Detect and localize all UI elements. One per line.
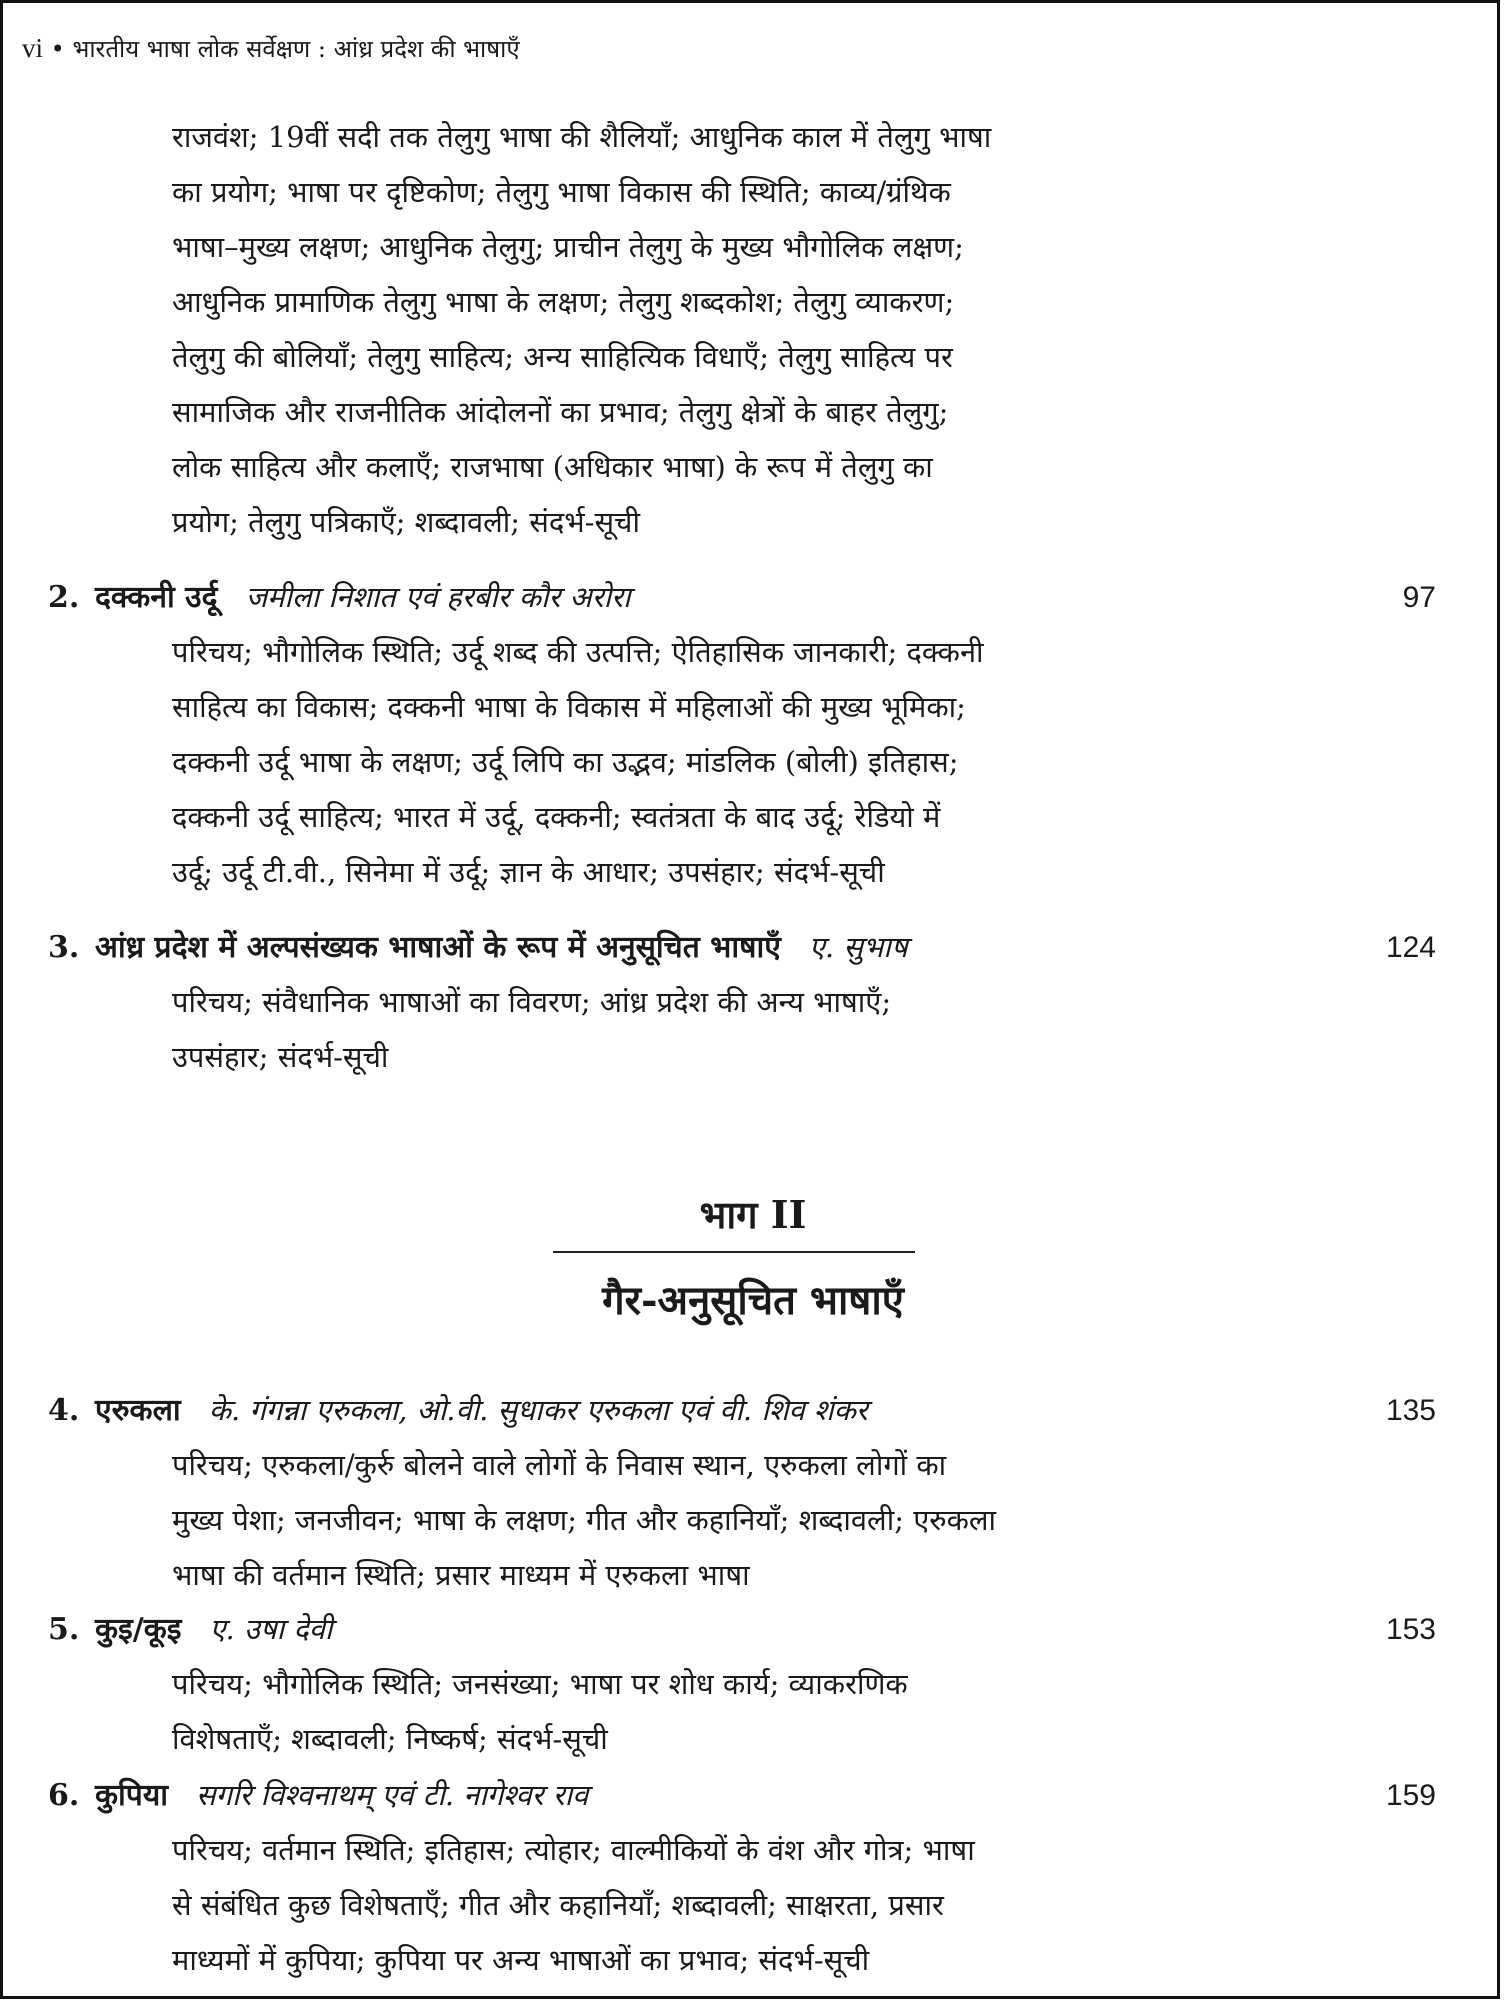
toc-entry-4 xyxy=(0,1383,1506,1603)
description-line: परिचय; भौगोलिक स्थिति; उर्दू शब्द की उत्पत्ति; ऐतिहासिक जानकारी; दक्कनी xyxy=(172,635,984,669)
description-line: भाषा–मुख्य लक्षण; आधुनिक तेलुगु; प्राचीन तेलुगु के मुख्य भौगोलिक लक्षण; xyxy=(172,230,964,264)
entry-heading xyxy=(0,570,1506,625)
entry-title-text: दक्कनी उर्दू xyxy=(95,580,218,615)
description-line: प्रयोग; तेलुगु पत्रिकाएँ; शब्दावली; संदर्भ-सूची xyxy=(172,505,640,539)
description-line: विशेषताएँ; शब्दावली; निष्कर्ष; संदर्भ-सूची xyxy=(172,1722,608,1756)
entry-number: 3. xyxy=(48,930,80,965)
page-number: vi xyxy=(22,33,44,63)
entry-heading xyxy=(0,1768,1506,1823)
entry-author: सगरि विश्वनाथम् एवं टी. नागेश्वर राव xyxy=(196,1778,589,1812)
entry-title xyxy=(95,1602,332,1657)
header-title: भारतीय भाषा लोक सर्वेक्षण : आंध्र प्रदेश की भाषाएँ xyxy=(72,35,520,63)
entry-page-number: 97 xyxy=(1402,581,1436,614)
entry-author: के. गंगन्ना एरुकला, ओ.वी. सुधाकर एरुकला एवं वी. शिव शंकर xyxy=(208,1393,868,1427)
entry-number: 4. xyxy=(48,1393,80,1428)
description-line: परिचय; संवैधानिक भाषाओं का विवरण; आंध्र प्रदेश की अन्य भाषाएँ; xyxy=(172,985,892,1019)
entry-author: ए. उषा देवी xyxy=(209,1612,333,1646)
description-line: परिचय; एरुकला/कुर्रु बोलने वाले लोगों के निवास स्थान, एरुकला लोगों का xyxy=(172,1448,947,1482)
entry-page-number: 159 xyxy=(1385,1779,1436,1812)
entry-page-number: 124 xyxy=(1385,931,1436,964)
part-label: भाग II xyxy=(699,1192,807,1237)
description-line: परिचय; भौगोलिक स्थिति; जनसंख्या; भाषा पर शोध कार्य; व्याकरणिक xyxy=(172,1667,908,1701)
description-line: उर्दू; उर्दू टी.वी., सिनेमा में उर्दू; ज्ञान के आधार; उपसंहार; संदर्भ-सूची xyxy=(172,855,885,889)
toc-entry-5 xyxy=(0,1602,1506,1767)
entry-description xyxy=(172,975,1142,1085)
entry-description xyxy=(172,1438,1142,1603)
header-bullet: • xyxy=(50,35,65,63)
description-line: सामाजिक और राजनीतिक आंदोलनों का प्रभाव; तेलुगु क्षेत्रों के बाहर तेलुगु; xyxy=(172,395,949,429)
description-line: राजवंश; 19वीं सदी तक तेलुगु भाषा की शैलियाँ; आधुनिक काल में तेलुगु भाषा xyxy=(172,120,992,154)
part-title: गैर-अनुसूचित भाषाएँ xyxy=(602,1277,904,1324)
entry-description xyxy=(172,110,1142,550)
entry-number: 2. xyxy=(48,580,80,615)
description-line: माध्यमों में कुपिया; कुपिया पर अन्य भाषाओं का प्रभाव; संदर्भ-सूची xyxy=(172,1943,870,1977)
running-header xyxy=(22,28,520,69)
entry-number: 6. xyxy=(48,1778,80,1813)
description-line: परिचय; वर्तमान स्थिति; इतिहास; त्योहार; वाल्मीकियों के वंश और गोत्र; भाषा xyxy=(172,1833,975,1867)
description-line: उपसंहार; संदर्भ-सूची xyxy=(172,1040,389,1074)
entry-heading xyxy=(0,1383,1506,1438)
entry-page-number: 153 xyxy=(1385,1613,1436,1646)
entry-author: ए. सुभाष xyxy=(808,930,908,964)
entry-title-text: आंध्र प्रदेश में अल्पसंख्यक भाषाओं के रूप में अनुसूचित भाषाएँ xyxy=(95,930,781,965)
entry-number: 5. xyxy=(48,1612,80,1647)
entry-title-text: एरुकला xyxy=(95,1393,181,1428)
toc-entry-2 xyxy=(0,570,1506,900)
description-line: साहित्य का विकास; दक्कनी भाषा के विकास में महिलाओं की मुख्य भूमिका; xyxy=(172,690,966,724)
description-line: दक्कनी उर्दू भाषा के लक्षण; उर्दू लिपि का उद्भव; मांडलिक (बोली) इतिहास; xyxy=(172,745,959,779)
entry-title xyxy=(95,920,908,975)
description-line: आधुनिक प्रामाणिक तेलुगु भाषा के लक्षण; तेलुगु शब्दकोश; तेलुगु व्याकरण; xyxy=(172,285,955,319)
toc-entry-6 xyxy=(0,1768,1506,1988)
toc-entry-3 xyxy=(0,920,1506,1085)
part-divider xyxy=(553,1251,915,1253)
entry-description xyxy=(172,1657,1142,1767)
entry-title-text: कुइ/कूइ xyxy=(95,1612,182,1647)
entry-page-number: 135 xyxy=(1385,1394,1436,1427)
description-line: दक्कनी उर्दू साहित्य; भारत में उर्दू, दक्कनी; स्वतंत्रता के बाद उर्दू; रेडियो में xyxy=(172,800,941,834)
entry-description xyxy=(172,625,1142,900)
description-line: से संबंधित कुछ विशेषताएँ; गीत और कहानियाँ; शब्दावली; साक्षरता, प्रसार xyxy=(172,1888,944,1922)
entry-title xyxy=(95,1768,588,1823)
entry-heading xyxy=(0,920,1506,975)
description-line: भाषा की वर्तमान स्थिति; प्रसार माध्यम में एरुकला भाषा xyxy=(172,1558,750,1592)
entry-description xyxy=(172,1823,1142,1988)
description-line: का प्रयोग; भाषा पर दृष्टिकोण; तेलुगु भाषा विकास की स्थिति; काव्य/ग्रंथिक xyxy=(172,175,951,209)
entry-title xyxy=(95,570,630,625)
description-line: तेलुगु की बोलियाँ; तेलुगु साहित्य; अन्य साहित्यिक विधाएँ; तेलुगु साहित्य पर xyxy=(172,340,953,374)
entry-heading xyxy=(0,1602,1506,1657)
entry-author: जमीला निशात एवं हरबीर कौर अरोरा xyxy=(245,580,631,614)
description-line: मुख्य पेशा; जनजीवन; भाषा के लक्षण; गीत और कहानियाँ; शब्दावली; एरुकला xyxy=(172,1503,997,1537)
entry-title-text: कुपिया xyxy=(95,1778,169,1813)
description-line: लोक साहित्य और कलाएँ; राजभाषा (अधिकार भाषा) के रूप में तेलुगु का xyxy=(172,450,933,484)
entry-title xyxy=(95,1383,868,1438)
entry-1-continuation xyxy=(0,110,1506,550)
